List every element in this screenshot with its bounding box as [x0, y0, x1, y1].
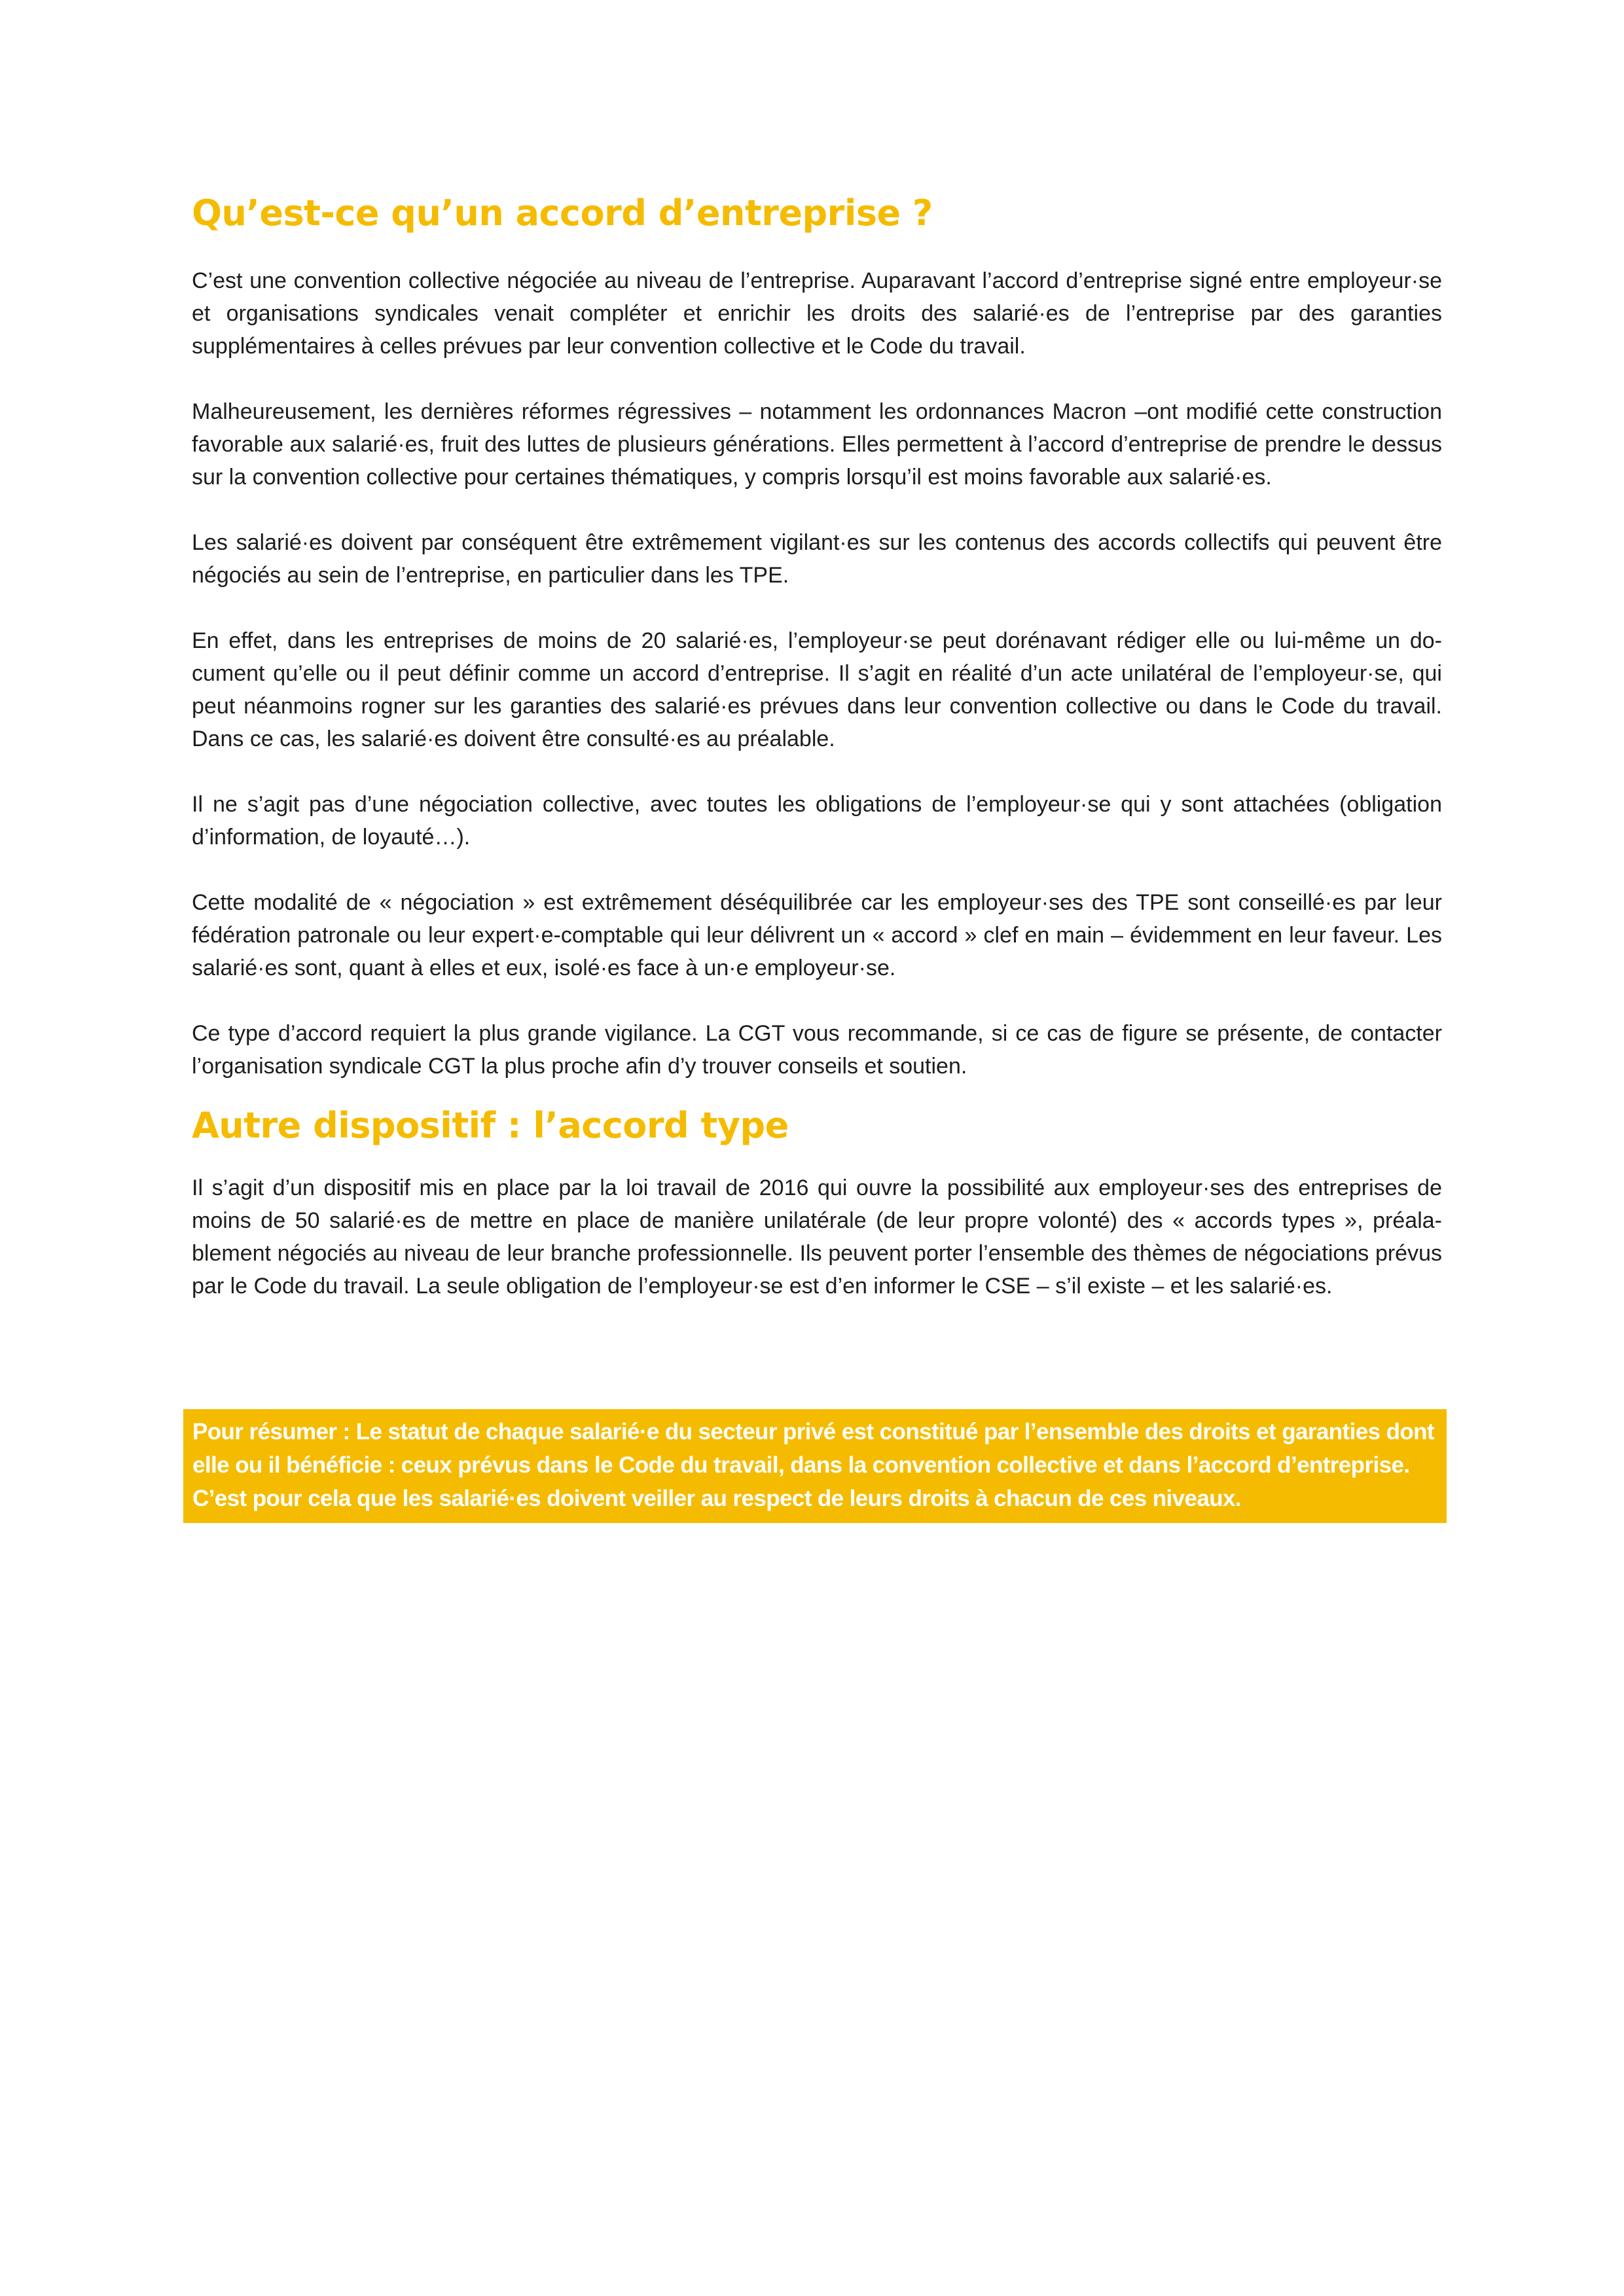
- paragraph-recommandation-cgt: Ce type d’accord requiert la plus grande vigilance. La CGT vous recommande, si ce cas de figure se présente, de contacter l’organisation syndicale CGT la plus proche afin d’y trouver conseils et soutien.: [192, 1021, 1442, 1079]
- paragraph-negociation-collective: Il ne s’agit pas d’une négociation collective, avec toutes les obligations de l’employeur·se qui y sont attachées (obligation d’information, de loyauté…).: [192, 792, 1442, 850]
- paragraph-accord-type: Il s’agit d’un dispositif mis en place par la loi travail de 2016 qui ouvre la possibilité aux employeur·ses des entreprises de moins de 50 salarié·es de mettre en place de manière unilatérale (de leur propre volonté) des « accords types », préalablement négociés au niveau de leur branche professionnelle. Ils peuvent porter l’ensemble des thèmes de négociations prévus par le Code du travail. La seule obligation de l’employeur·se est d’en informer le CSE – s’il existe – et les salarié·es.: [192, 1175, 1442, 1299]
- paragraph-definition: C’est une convention collective négociée au niveau de l’entreprise. Auparavant l’accord d’entreprise signé entre employeur·se et organisations syndicales venait compléter et enrichir les droits des salarié·es de l’entreprise par des garanties supplémentaires à celles prévues par leur convention collective et le Code du travail.: [192, 268, 1442, 359]
- paragraph-moins-20-salaries: En effet, dans les entreprises de moins de 20 salarié·es, l’employeur·se peut dorénavant rédiger elle ou lui-même un document qu’elle ou il peut définir comme un accord d’entreprise. Il s’agit en réalité d’un acte unilatéral de l’employeur·se, qui peut néanmoins rogner sur les garanties des salarié·es prévues dans leur convention collective ou dans le Code du travail. Dans ce cas, les salarié·es doivent être consulté·es au préalable.: [192, 628, 1442, 751]
- paragraph-reformes: Malheureusement, les dernières réformes régressives – notamment les ordonnances Macron –ont modifié cette construction favorable aux salarié·es, fruit des luttes de plusieurs générations. Elles permettent à l’accord d’entreprise de prendre le dessus sur la convention collective pour certaines thématiques, y compris lorsqu’il est moins favorable aux salarié·es.: [192, 399, 1442, 490]
- paragraph-vigilance: Les salarié·es doivent par conséquent être extrêmement vigilant·es sur les contenus des accords collectifs qui peuvent être négociés au sein de l’entreprise, en particulier dans les TPE.: [192, 530, 1442, 588]
- section-heading-accord-entreprise: Qu’est-ce qu’un accord d’entreprise ?: [192, 192, 933, 234]
- summary-box: Pour résumer : Le statut de chaque salarié·e du secteur privé est constitué par l’ensemble des droits et garanties dont elle ou il bénéficie : ceux prévus dans le Code du travail, dans la convention collective et dans l’accord d’entreprise. C’est pour cela que les salarié·es doivent veiller au respect de leurs droits à chacun de ces niveaux.: [183, 1409, 1447, 1523]
- paragraph-modalite-negociation: Cette modalité de « négociation » est extrêmement déséquilibrée car les employeur·ses des TPE sont conseillé·es par leur fédération patronale ou leur expert·e-comptable qui leur délivrent un « accord » clef en main – évidemment en leur faveur. Les salarié·es sont, quant à elles et eux, isolé·es face à un·e employeur·se.: [192, 890, 1442, 980]
- document-body: [192, 190, 1442, 1302]
- section-heading-accord-type: Autre dispositif : l’accord type: [192, 1105, 789, 1146]
